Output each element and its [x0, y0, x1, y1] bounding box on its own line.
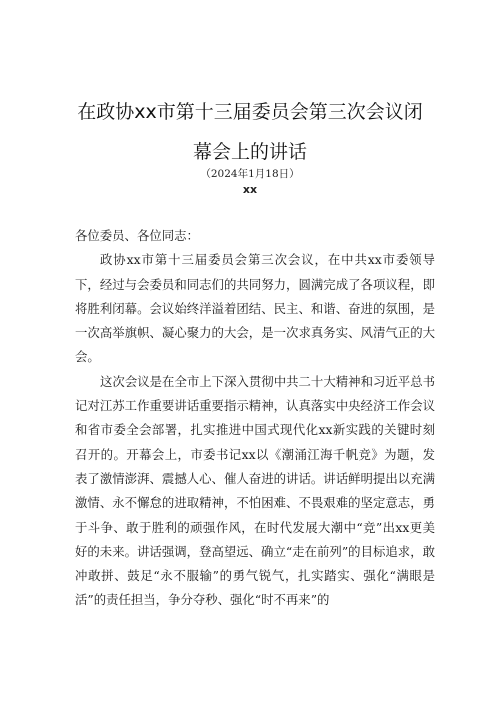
salutation: 各位委员、各位同志：: [75, 228, 199, 243]
speech-date: （2024年1月18日）: [200, 168, 300, 180]
speaker-name: xx: [242, 183, 258, 196]
paragraph-1: 政协xx市第十三届委员会第三次会议，在中共xx市委领导下，经过与会委员和同志们的共同努力，圆满完成了各项议程，即将胜利闭幕。会议始终洋溢着团结、民主、和谐、奋进的氛围，是一次高举旗帜、凝心聚力的大会，是一次求真务实、风清气正的大会。: [75, 252, 435, 365]
speech-body: [75, 224, 435, 613]
paragraph-2: 这次会议是在全市上下深入贯彻中共二十大精神和习近平总书记对江苏工作重要讲话重要指示精神，认真落实中央经济工作会议和省市委全会部署，扎实推进中国式现代化xx新实践的关键时刻召开的。开幕会上，市委书记xx以《潮涌江海千帆竞》为题，发表了激情澎湃、震撼人心、催人奋进的讲话。讲话鲜明提出以充满激情、永不懈怠的进取精神，不怕困难、不畏艰难的坚定意志，勇于斗争、敢于胜利的顽强作风，在时代发展大潮中“竞”出xx更美好的未来。讲话强调，登高望远、确立“走在前列”的目标追求，敢冲敢拼、鼓足“永不服输”的勇气锐气，扎实踏实、强化“满眼是活”的责任担当，争分夺秒、强化“时不再来”的: [75, 373, 435, 608]
document-title-line-2: 幕会上的讲话: [192, 141, 307, 163]
document-title-line-1: 在政协xx市第十三届委员会第三次会议闭: [77, 101, 423, 123]
